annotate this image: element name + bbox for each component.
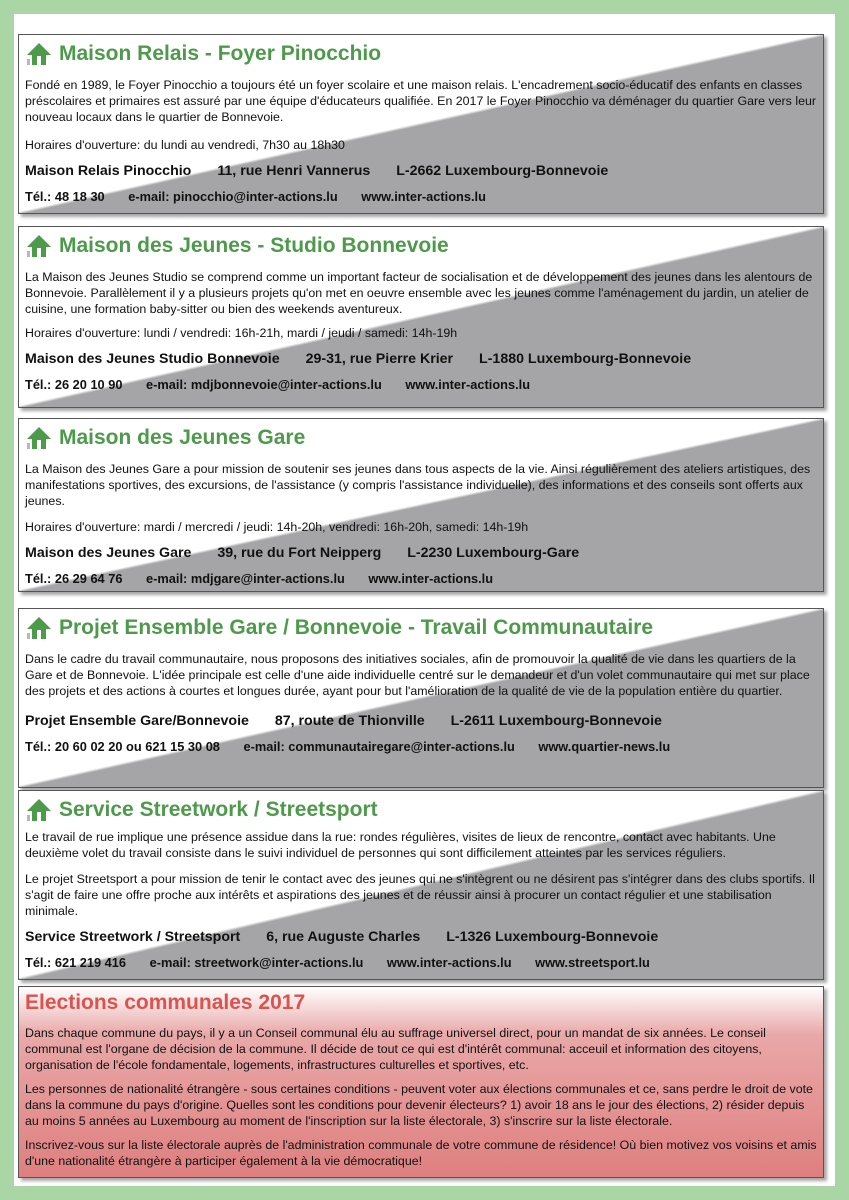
section-description: Fondé en 1989, le Foyer Pinocchio a toujours été un foyer scolaire et une maison relais. L'encadrement socio-éducatif des enfants en classes préscolaires et primaires est assuré par une équipe d'éducateurs qualifiée. En 2017 le Foyer Pinocchio va déménager du quartier Gare vers leur nouveau locaux dans le quartier de Bonnevoie. xyxy=(25,78,816,124)
section-foyer-pinocchio xyxy=(18,34,824,214)
section-studio-bonnevoie xyxy=(18,226,824,408)
address-line xyxy=(25,929,817,945)
phone-number: Tél.: 621 219 416 xyxy=(25,955,127,970)
section-elections xyxy=(18,986,824,1178)
house-arrow-icon xyxy=(25,797,55,823)
website-link[interactable]: www.inter-actions.lu xyxy=(405,377,531,392)
email-link[interactable]: e-mail: communautairegare@inter-actions.lu xyxy=(243,739,515,754)
email-link[interactable]: e-mail: mdjgare@inter-actions.lu xyxy=(146,571,345,586)
address-city: L-2611 Luxembourg-Bonnevoie xyxy=(450,713,662,729)
page xyxy=(14,14,835,1186)
section-title xyxy=(25,615,817,641)
phone-number: Tél.: 26 20 10 90 xyxy=(25,377,123,392)
contact-line xyxy=(25,189,817,204)
address-street: 29-31, rue Pierre Krier xyxy=(305,351,454,367)
election-paragraph-2: Les personnes de nationalité étrangère - sous certaines conditions - peuvent voter aux élections communales et ce, sans perdre le droit de vote dans la commune du pays d'origine. Quelles sont les conditions pour devenir électeurs? 1) avoir 18 ans le jour des élections, 2) résider depuis au moins 5 années au Luxembourg au moment de l'inscription sur la liste électorale, 3) s'inscrire sur la liste électorale. xyxy=(25,1082,813,1128)
contact-line xyxy=(25,739,817,754)
house-arrow-icon xyxy=(25,425,55,451)
section-title xyxy=(25,233,817,259)
email-link[interactable]: e-mail: mdjbonnevoie@inter-actions.lu xyxy=(146,377,382,392)
house-arrow-icon xyxy=(25,615,55,641)
opening-hours: Horaires d'ouverture: lundi / vendredi: 16h-21h, mardi / jeudi / samedi: 14h-19h xyxy=(25,326,458,340)
section-description: La Maison des Jeunes Gare a pour mission de soutenir ses jeunes dans tous aspects de la vie. Ainsi régulièrement des ateliers artistiques, des manifestations sportives, des excursions, de l'assistance (y compris l'assistance individuelle), des informations et des conseils sont offerts aux jeunes. xyxy=(25,462,811,508)
contact-line xyxy=(25,377,817,392)
contact-line xyxy=(25,571,817,586)
address-line xyxy=(25,713,817,729)
address-name: Maison des Jeunes Gare xyxy=(25,545,192,561)
address-name: Maison Relais Pinocchio xyxy=(25,163,192,179)
contact-line xyxy=(25,955,817,970)
address-street: 6, rue Auguste Charles xyxy=(266,929,421,945)
house-arrow-icon xyxy=(25,233,55,259)
section-title-text: Projet Ensemble Gare / Bonnevoie - Travail Communautaire xyxy=(59,616,654,639)
section-travail-communautaire xyxy=(18,608,824,788)
address-line xyxy=(25,351,817,367)
section-description-2: Le projet Streetsport a pour mission de tenir le contact avec des jeunes qui ne s'intègrent ou ne désirent pas s'intégrer dans des clubs sportifs. Il s'agit de faire une offre proche aux intérêts et aspirations des jeunes et de réussir ainsi à procurer un contact régulier et une stabilisation minimale. xyxy=(25,872,815,918)
address-city: L-1880 Luxembourg-Bonnevoie xyxy=(479,351,692,367)
phone-number: Tél.: 26 29 64 76 xyxy=(25,571,123,586)
address-name: Maison des Jeunes Studio Bonnevoie xyxy=(25,351,280,367)
section-title xyxy=(25,41,817,67)
email-link[interactable]: e-mail: pinocchio@inter-actions.lu xyxy=(128,189,338,204)
website-link[interactable]: www.quartier-news.lu xyxy=(538,739,671,754)
opening-hours: Horaires d'ouverture: du lundi au vendredi, 7h30 au 18h30 xyxy=(25,138,345,152)
address-street: 87, route de Thionville xyxy=(274,713,425,729)
section-description: Dans le cadre du travail communautaire, nous proposons des initiatives sociales, afin de promouvoir la qualité de vie dans les quartiers de la Gare et de Bonnevoie. L'idée principale est celle d'une aide individuelle centré sur le demandeur et d'un volet communautaire qui met sur place des projets et des actions à courtes et longues durée, ayant pour but l'amélioration de la qualité de vie de la population entière du quartier. xyxy=(25,652,810,698)
section-description: La Maison des Jeunes Studio se comprend comme un important facteur de socialisation et de développement des jeunes dans les alentours de Bonnevoie. Parallèlement il y a plusieurs projets qu'on met en oeuvre ensemble avec les jeunes comme l'aménagement du jardin, un atelier de cuisine, une formation baby-sitter ou bien des weekends aventureux. xyxy=(25,270,813,316)
website-link[interactable]: www.inter-actions.lu xyxy=(386,955,512,970)
election-paragraph-1: Dans chaque commune du pays, il y a un Conseil communal élu au suffrage universel direct, pour un mandat de six années. Le conseil communal est l'organe de décision de la commune. Il décide de tout ce qui est d'intérêt communal: acceuil et information des citoyens, organisation de l'école fondamentale, logements, infrastructures culturelles et sportives, etc. xyxy=(25,1026,766,1072)
address-name: Service Streetwork / Streetsport xyxy=(25,929,241,945)
election-title: Elections communales 2017 xyxy=(25,991,306,1014)
address-line xyxy=(25,163,817,179)
website-link[interactable]: www.inter-actions.lu xyxy=(368,571,494,586)
website-link[interactable]: www.inter-actions.lu xyxy=(361,189,486,204)
address-name: Projet Ensemble Gare/Bonnevoie xyxy=(25,713,249,729)
opening-hours: Horaires d'ouverture: mardi / mercredi / jeudi: 14h-20h, vendredi: 16h-20h, samedi: 14h-19h xyxy=(25,520,529,534)
section-title-text: Maison Relais - Foyer Pinocchio xyxy=(59,42,382,65)
website-link-streetsport[interactable]: www.streetsport.lu xyxy=(535,955,650,970)
section-title-text: Maison des Jeunes Gare xyxy=(59,426,306,449)
section-title xyxy=(25,425,817,451)
phone-number: Tél.: 48 18 30 xyxy=(25,189,105,204)
section-description: Le travail de rue implique une présence assidue dans la rue: rondes régulières, visites de lieux de rencontre, contact avec habitants. Une deuxième volet du travail consiste dans le suivi individuel de personnes qui sont difficilement atteintes par les services réguliers. xyxy=(25,830,776,860)
address-city: L-1326 Luxembourg-Bonnevoie xyxy=(446,929,659,945)
election-paragraph-3: Inscrivez-vous sur la liste électorale auprès de l'administration communale de votre commune de résidence! Où bien motivez vos voisins et amis d'une nationalité étrangère à participer également à la vie démocratique! xyxy=(25,1138,817,1168)
section-title xyxy=(25,797,817,823)
address-street: 39, rue du Fort Neipperg xyxy=(217,545,382,561)
address-street: 11, rue Henri Vannerus xyxy=(217,163,371,179)
email-link[interactable]: e-mail: streetwork@inter-actions.lu xyxy=(149,955,364,970)
house-arrow-icon xyxy=(25,41,55,67)
section-title-text: Service Streetwork / Streetsport xyxy=(59,798,378,821)
address-line xyxy=(25,545,817,561)
phone-number: Tél.: 20 60 02 20 ou 621 15 30 08 xyxy=(25,739,220,754)
section-mdj-gare xyxy=(18,418,824,592)
section-streetwork xyxy=(18,790,824,980)
address-city: L-2662 Luxembourg-Bonnevoie xyxy=(396,163,609,179)
address-city: L-2230 Luxembourg-Gare xyxy=(407,545,580,561)
section-title-text: Maison des Jeunes - Studio Bonnevoie xyxy=(59,234,449,257)
